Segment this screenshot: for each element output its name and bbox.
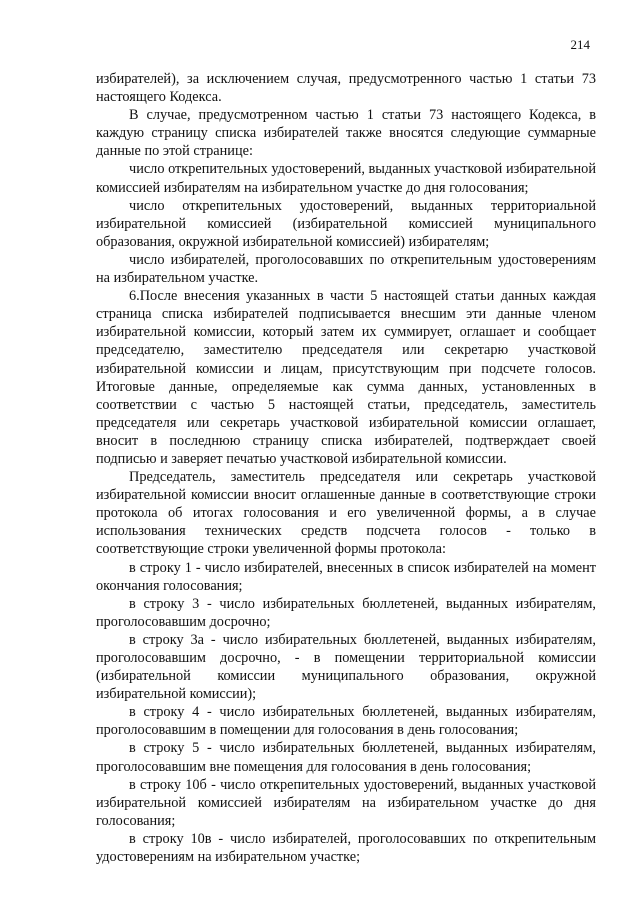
paragraph-line-1: в строку 1 - число избирателей, внесенных в список избирателей на момент окончания голосования; xyxy=(96,559,596,594)
paragraph-line-10v: в строку 10в - число избирателей, проголосовавших по открепительным удостоверениям на избирательном участке; xyxy=(96,830,596,866)
paragraph-line-3: в строку 3 - число избирательных бюллетеней, выданных избирателям, проголосовавшим досрочно; xyxy=(96,595,596,630)
paragraph-line-10b: в строку 10б - число открепительных удостоверений, выданных участковой избирательной комиссией избирателям на избирательном участке до дня голосования; xyxy=(96,776,596,829)
paragraph: число избирателей, проголосовавших по открепительным удостоверениям на избирательном участке. xyxy=(96,251,596,287)
paragraph: В случае, предусмотренном частью 1 статьи 73 настоящего Кодекса, в каждую страницу списка избирателей также вносятся следующие суммарные данные по этой странице: xyxy=(96,107,596,160)
paragraph: число открепительных удостоверений, выданных участковой избирательной комиссией избирателям на избирательном участке до дня голосования; xyxy=(96,161,596,196)
paragraph-clause-6: 6.После внесения указанных в части 5 настоящей статьи данных каждая страница списка избирателей подписывается внесшим эти данные членом избирательной комиссии, который затем их суммирует, оглашает и сообщает председателю, заместителю председателя или секретарю участковой избирательной комиссии и лицам, присутствующим при подсчете голосов. Итоговые данные, определяемые как сумма данных, установленных в соответствии с частью 5 настоящей статьи, председатель, заместитель председателя или секретарь участковой избирательной комиссии оглашает, вносит в последнюю страницу списка избирателей, подтверждает своей подписью и заверяет печатью участковой избирательной комиссии. xyxy=(96,288,596,467)
paragraph-continuation: избирателей), за исключением случая, предусмотренного частью 1 статьи 73 настоящего Кодекса. xyxy=(96,71,596,106)
document-body xyxy=(96,70,596,866)
paragraph: число открепительных удостоверений, выданных территориальной избирательной комиссией (избирательной комиссией муниципального образования, окружной избирательной комиссией) избирателям; xyxy=(96,197,596,250)
paragraph-line-3a: в строку 3а - число избирательных бюллетеней, выданных избирателям, проголосовавшим досрочно, - в помещении территориальной комиссии (избирательной комиссии муниципального образования, окружной избирательной комиссии); xyxy=(96,631,596,703)
paragraph-line-4: в строку 4 - число избирательных бюллетеней, выданных избирателям, проголосовавшим в помещении для голосования в день голосования; xyxy=(96,704,596,739)
paragraph-line-5: в строку 5 - число избирательных бюллетеней, выданных избирателям, проголосовавшим вне помещения для голосования в день голосования; xyxy=(96,740,596,775)
paragraph: Председатель, заместитель председателя или секретарь участковой избирательной комиссии вносит оглашенные данные в соответствующие строки протокола об итогах голосования и его увеличенной формы, а в случае использования технических средств подсчета голосов - только в соответствующие строки увеличенной формы протокола: xyxy=(96,469,596,558)
page-number: 214 xyxy=(570,37,590,52)
